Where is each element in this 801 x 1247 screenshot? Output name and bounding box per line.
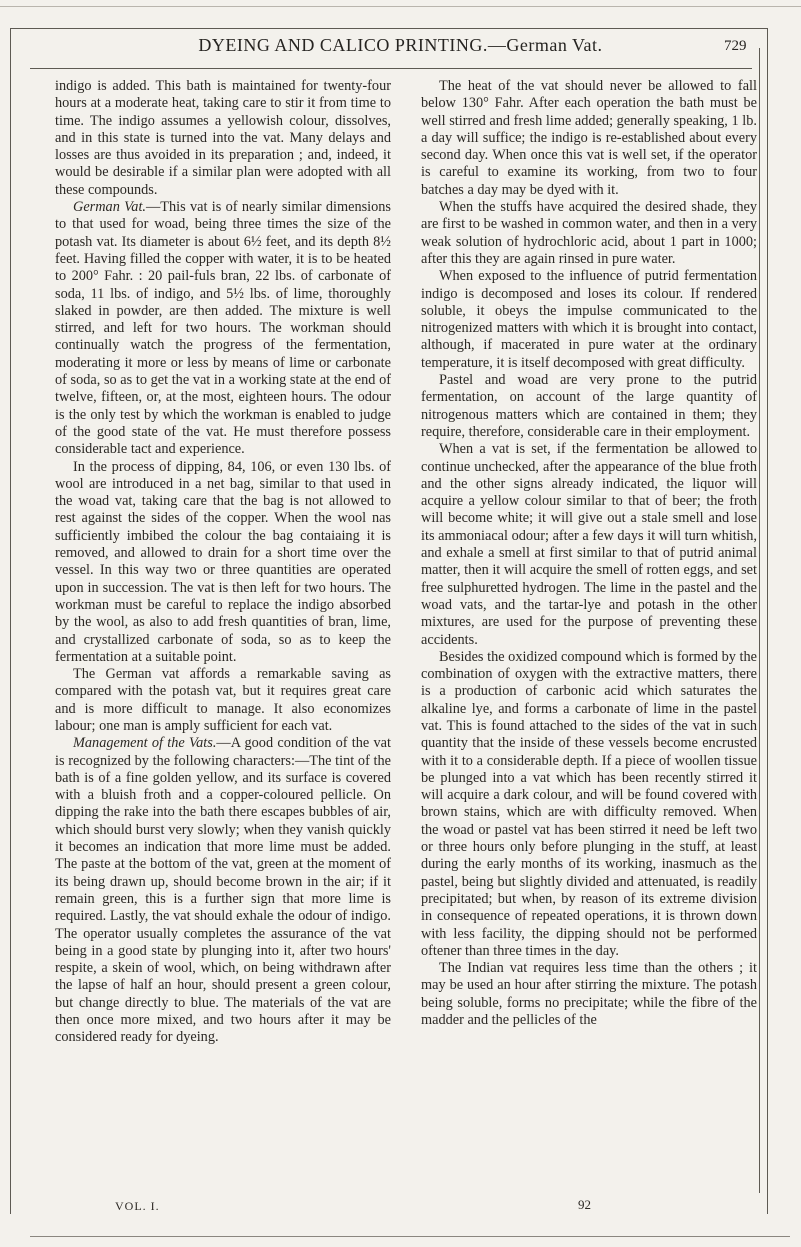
paragraph: When exposed to the influence of putrid fermentation indigo is decomposed and loses its colour. If rendered soluble, it obeys the impulse communicated to the nitrogenized matters with which it is brought into contact, although, if macerated in pure water at the ordinary temperature, it is itself decomposed with great difficulty. xyxy=(421,268,757,371)
page-number: 729 xyxy=(724,38,747,54)
paragraph: In the process of dipping, 84, 106, or even 130 lbs. of wool are introduced in a net bag, similar to that used in the woad vat, taking care that the bag is not allowed to rest against the sides of the copper. When the wool nas sufficiently imbibed the colour the bag contaiaing it is removed, and allowed to drain for a short time over the vessel. In this way two or three quantities are operated upon in succession. The vat is then left for two hours. The workman must be careful to replace the indigo absorbed by the wool, as also to add fresh quantities of bran, lime, and crystallized carbonate of soda, so as to keep the fermentation at a suitable point. xyxy=(55,458,391,665)
paragraph: The heat of the vat should never be allowed to fall below 130° Fahr. After each operation the bath must be well stirred and fresh lime added; generally speaking, 1 lb. a day will suffice; the indigo is re-established about every second day. When once this vat is well set, if the operator is careful to examine its working, from two to four batches a day may be dyed with it. xyxy=(421,78,757,198)
left-column xyxy=(55,78,391,1047)
paragraph-text: —A good condition of the vat is recognized by the following characters:—The tint of the bath is of a fine golden yellow, and its surface is covered with a bluish froth and a copper-coloured pellicle. On dipping the rake into the bath there escapes bubbles of air, which should burst very slowly; when they vanish quickly it becomes an indication that more lime must be added. The paste at the bottom of the vat, green at the moment of its being drawn up, should become brown in the air; if it remain green, this is a further sign that more lime is required. Lastly, the vat should exhale the odour of indigo. The operator usually completes the assurance of the vat being in a good state by plunging into it, after two hours' respite, a skein of wool, which, on being withdrawn after the lapse of half an hour, should present a green colour, but change directly to blue. The materials of the vat are then once more mixed, and two hours after it may be considered ready for dyeing. xyxy=(55,735,391,1046)
paragraph-german-vat xyxy=(55,199,391,458)
paragraph-text: —This vat is of nearly similar dimensions to that used for woad, being three times the size of the potash vat. Its diameter is about 6½ feet, and its depth 8½ feet. Having filled the copper with water, it is to be heated to 200° Fahr. : 20 pail-fuls bran, 22 lbs. of carbonate of soda, 11 lbs. of indigo, and 5½ lbs. of lime, thoroughly slaked in powder, are then added. The mixture is well stirred, and left for two hours. The workman should continually watch the progress of the fermentation, moderating it more or less by means of lime or carbonate of soda, so as to get the vat in a working state at the end of twelve, fifteen, or, at the most, eighteen hours. The odour is the only test by which the workman is enabled to judge of the good state of the vat. He must therefore possess considerable tact and experience. xyxy=(55,199,391,458)
paragraph: The German vat affords a remarkable saving as compared with the potash vat, but it requires great care and is more difficult to manage. It also economizes labour; one man is amply sufficient for each vat. xyxy=(55,666,391,734)
running-title: DYEING AND CALICO PRINTING.—German Vat. xyxy=(198,35,603,55)
paragraph: Pastel and woad are very prone to the putrid fermentation, on account of the large quantity of nitrogenous matters which are contained in them; they require, therefore, considerable care in their employment. xyxy=(421,372,757,440)
signature-mark: 92 xyxy=(578,1197,591,1212)
volume-label: VOL. I. xyxy=(115,1199,160,1213)
paragraph-management xyxy=(55,735,391,1046)
right-column xyxy=(421,78,757,1029)
header-rule xyxy=(30,68,752,69)
bottom-rule xyxy=(30,1236,790,1237)
paragraph: Besides the oxidized compound which is formed by the combination of oxygen with the extractive matters, there is a production of carbonic acid which saturates the alkaline lye, and forms a carbonate of lime in the pastel vat. This is found attached to the sides of the vat in such quantity that the inside of these vessels become encrusted with it to a considerable depth. If a piece of woollen tissue be plunged into a vat which has been recently stirred it will acquire a dark colour, and will be found covered with brown stains, which are with difficulty removed. When the woad or pastel vat has been stirred it need be left two or three hours only before plunging in the stuff, at least during the early months of its working, inasmuch as the pastel, being but slightly divided and attenuated, is readily precipitated; but when, by reason of its extreme division in consequence of repeated operations, it is thrown down with less facility, the dipping should not be performed oftener than three times in the day. xyxy=(421,648,757,959)
section-heading: Management of the Vats. xyxy=(73,735,217,752)
top-border-line xyxy=(0,6,801,7)
section-heading: German Vat. xyxy=(73,199,146,216)
paragraph: When the stuffs have acquired the desired shade, they are first to be washed in common water, and then in a very weak solution of hydrochloric acid, about 1 part in 1000; after this they are again rinsed in pure water. xyxy=(421,199,757,267)
paragraph: indigo is added. This bath is maintained for twenty-four hours at a moderate heat, taking care to stir it from time to time. The indigo assumes a yellowish colour, dissolves, and in this state is turned into the vat. Many delays and losses are thus avoided in its preparation ; and, indeed, it would be desirable if a similar plan were adopted with all these compounds. xyxy=(55,78,391,198)
right-margin-line xyxy=(759,48,760,1193)
paragraph: When a vat is set, if the fermentation be allowed to continue unchecked, after the appearance of the blue froth and the other signs already indicated, the liquor will acquire a yellow colour similar to that of beer; the froth will become white; it will give out a stale smell and lose its ammoniacal odour; after a few days it will turn whitish, and exhale a smell at first similar to that of putrid animal matter, then it will acquire the smell of rotten eggs, and set free sulphuretted hydrogen. The lime in the pastel and the woad vats, and the tartar-lye and potash in the other mixtures, are used for the purpose of preventing these accidents. xyxy=(421,441,757,648)
paragraph: The Indian vat requires less time than the others ; it may be used an hour after stirring the mixture. The potash being soluble, forms no precipitate; while the fibre of the madder and the pellicles of the xyxy=(421,960,757,1029)
